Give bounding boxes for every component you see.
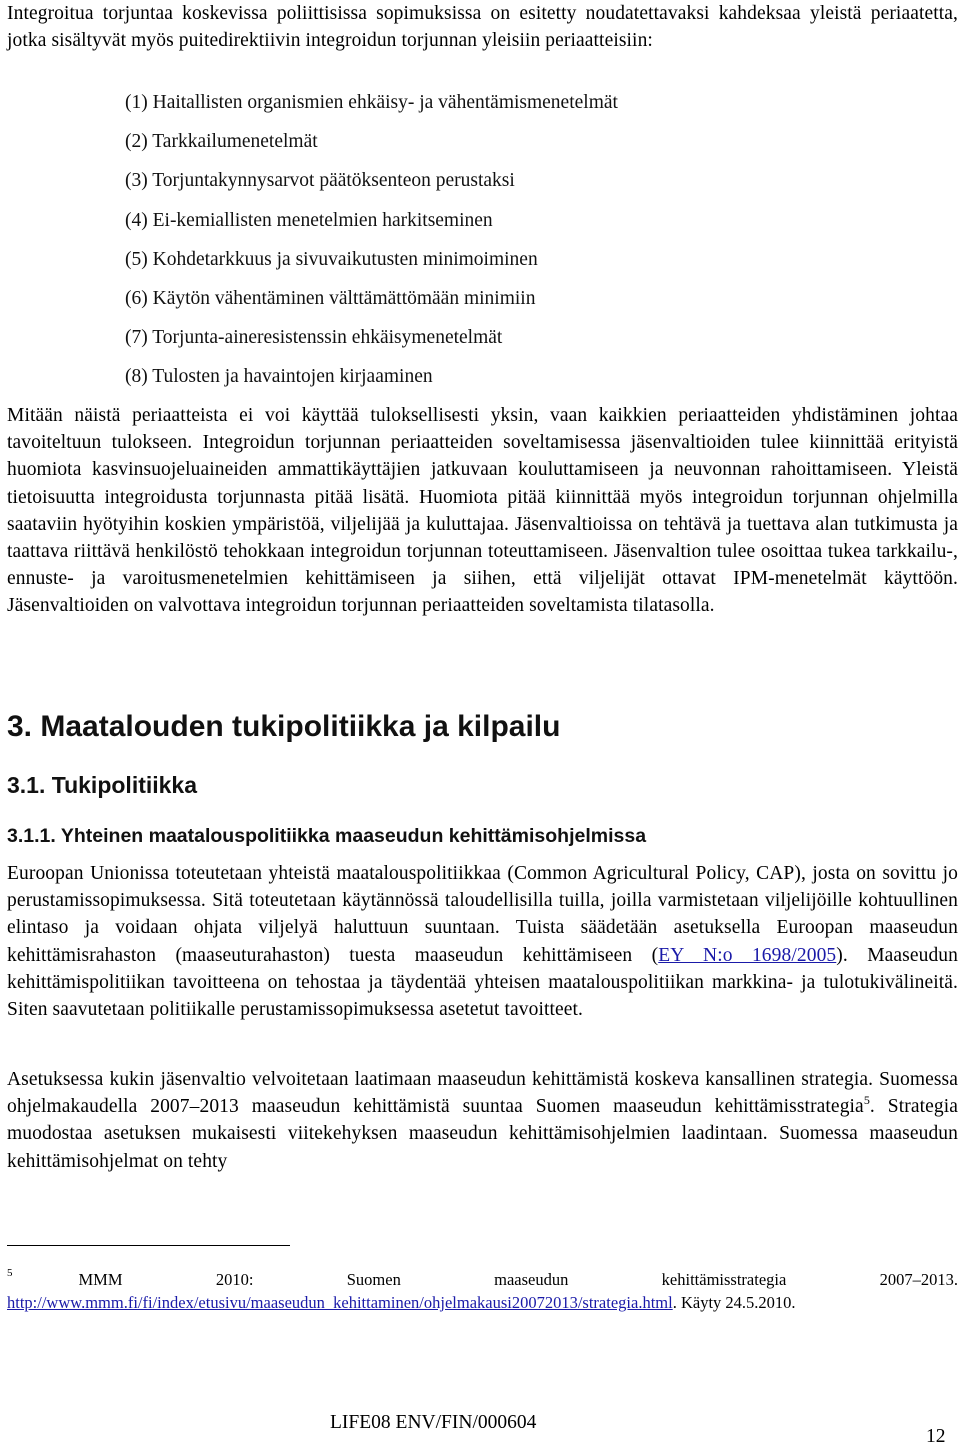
page-number: 12 [926, 1426, 946, 1447]
footnote [7, 1268, 958, 1314]
strategy-paragraph-text-cont: . Strategia muodostaa asetuksen mukaisesti viitekehyksen maaseudun kehittämisohjelmien laadintaan. Suomessa maaseudun kehittämisohjelmat on tehty [7, 1096, 958, 1172]
subsection-heading: 3.1. Tukipolitiikka [7, 772, 198, 798]
project-code-footer: LIFE08 ENV/FIN/000604 [330, 1412, 537, 1433]
list-item: (4) Ei-kemiallisten menetelmien harkitseminen [125, 209, 493, 231]
list-item: (5) Kohdetarkkuus ja sivuvaikutusten minimoiminen [125, 248, 538, 270]
list-item: (3) Torjuntakynnysarvot päätöksenteon perustaksi [125, 170, 515, 192]
regulation-link[interactable]: EY N:o 1698/2005 [658, 944, 837, 966]
footnote-reference[interactable]: 5 [863, 1093, 870, 1108]
strategy-paragraph [7, 1066, 958, 1175]
section-heading: 3. Maatalouden tukipolitiikka ja kilpailu [7, 710, 561, 743]
footnote-text: MMM 2010: Suomen maaseudun kehittämisstrategia 2007–2013. [78, 1270, 958, 1289]
footnote-accessed: . Käyty 24.5.2010. [672, 1293, 796, 1312]
cap-paragraph-text-cont: ). Maaseudun kehittämispolitiikan tavoitteena on tehostaa ja täydentää yhteisen maatalouspolitiikan markkina- ja tulotukivälineitä. Siten saavutetaan politiikalle perustamissopimuksessa asetetut tavoitteet. [7, 944, 958, 1021]
subsubsection-heading: 3.1.1. Yhteinen maatalouspolitiikka maaseudun kehittämisohjelmissa [7, 825, 647, 847]
cap-paragraph-text: Euroopan Unionissa toteutetaan yhteistä maatalouspolitiikkaa (Common Agricultural Policy, CAP), josta on sovittu jo perustamissopimuksessa. Sitä toteutetaan käytännössä taloudellisilla tuilla, joilla varmistetaan viljelijöille kohtuullinen elintaso ja voidaan ohjata viljelyä haluttuun suuntaan. Tuista säädetään asetuksella Euroopan maaseudun kehittämisrahaston (maaseuturahaston) tuesta maaseudun kehittämiseen ( [7, 863, 958, 966]
list-item: (8) Tulosten ja havaintojen kirjaaminen [125, 366, 433, 388]
intro-paragraph: Integroitua torjuntaa koskevissa poliittisissa sopimuksissa on esitetty noudatettavaksi kahdeksaa yleistä periaatetta, jotka sisältyvät myös puitedirektiivin integroidun torjunnan yleisiin periaatteisiin: [7, 3, 958, 52]
principles-discussion-paragraph: Mitään näistä periaatteista ei voi käyttää tuloksellisesti yksin, vaan kaikkien periaatteiden yhdistäminen johtaa tavoiteltuun tulokseen. Integroidun torjunnan periaatteiden soveltamisessa jäsenvaltioiden tulee kiinnittää erityistä huomiota kasvinsuojeluaineiden ammattikäyttäjien jatkuvaan kouluttamiseen ja neuvonnan rahoittamiseen. Yleistä tietoisuutta integroidusta torjunnasta pitää lisätä. Huomiota pitää kiinnittää myös integroidun torjunnan ohjelmilla saataviin hyötyihin koskien ympäristöä, viljelijää ja kuluttajaa. Jäsenvaltioissa on tehtävä ja tuettava alan tutkimusta ja taattava riittävä henkilöstö tehokkaan integroidun torjunnan toteuttamiseen. Jäsenvaltion tulee osoittaa tukea tarkkailu-, ennuste- ja varoitusmenetelmien kehittämiseen ja siihen, että viljelijät ottavat IPM-menetelmät käyttöön. Jäsenvaltioiden on valvottava integroidun torjunnan periaatteiden soveltamista tilatasolla. [7, 405, 958, 617]
footnote-separator [7, 1245, 290, 1246]
strategy-paragraph-text: Asetuksessa kukin jäsenvaltio velvoitetaan laatimaan maaseudun kehittämistä koskeva kansallinen strategia. Suomessa ohjelmakaudella 2007–2013 maaseudun kehittämistä suuntaa Suomen maaseudun kehittämisstrategia [7, 1069, 958, 1118]
list-item: (1) Haitallisten organismien ehkäisy- ja vähentämismenetelmät [125, 92, 618, 113]
principles-list [125, 89, 618, 403]
list-item: (2) Tarkkailumenetelmät [125, 131, 318, 153]
list-item: (6) Käytön vähentäminen välttämättömään minimiin [125, 287, 536, 309]
list-item: (7) Torjunta-aineresistenssin ehkäisymenetelmät [125, 327, 503, 349]
footnote-url-link[interactable]: http://www.mmm.fi/fi/index/etusivu/maaseudun_kehittaminen/ohjelmakausi20072013/strategia.html [7, 1293, 673, 1312]
footnote-number: 5 [7, 1267, 13, 1279]
cap-paragraph [7, 860, 958, 1023]
